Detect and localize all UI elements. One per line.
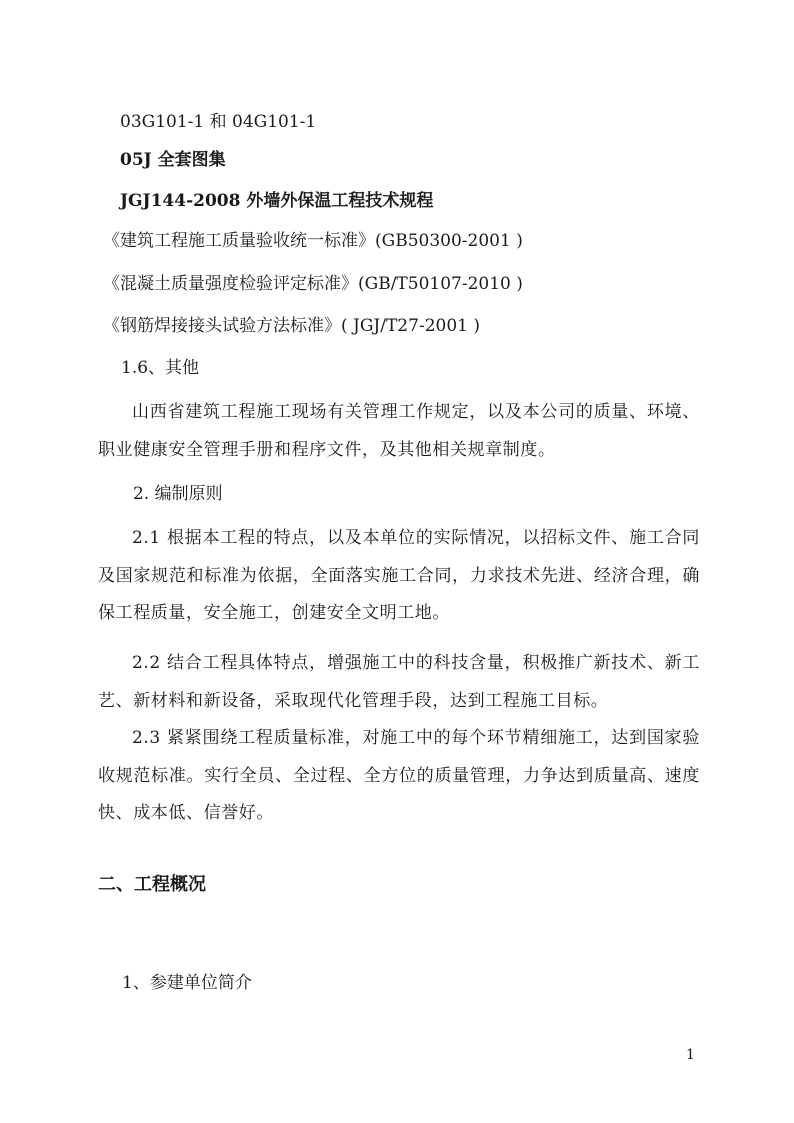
standard-line-2: 05J 全套图集 bbox=[120, 150, 226, 170]
section-1-6-heading: 1.6、其他 bbox=[121, 358, 200, 378]
section-2-2-paragraph: 2.2 结合工程具体特点，增强施工中的科技含量，积极推广新技术、新工艺、新材料和新设备，采取现代化管理手段，达到工程施工目标。 bbox=[98, 653, 700, 711]
chapter-2-sub-heading: 1、参建单位简介 bbox=[122, 973, 252, 993]
section-2-heading: 2. 编制原则 bbox=[133, 484, 223, 504]
standard-line-3: JGJ144-2008 外墙外保温工程技术规程 bbox=[120, 191, 434, 211]
standard-line-5: 《混凝土质量强度检验评定标准》(GB/T50107-2010 ) bbox=[103, 274, 523, 294]
section-2-1-paragraph: 2.1 根据本工程的特点，以及本单位的实际情况，以招标文件、施工合同及国家规范和标准为依据，全面落实施工合同，力求技术先进、经济合理，确保工程质量，安全施工，创建安全文明工地。 bbox=[98, 528, 700, 623]
standard-line-1: 03G101-1 和 04G101-1 bbox=[120, 112, 317, 132]
standard-line-6: 《钢筋焊接接头试验方法标准》( JGJ/T27-2001 ) bbox=[103, 316, 480, 336]
page-number: 1 bbox=[686, 1047, 695, 1063]
chapter-2-heading: 二、工程概况 bbox=[98, 874, 206, 895]
standard-line-4: 《建筑工程施工质量验收统一标准》(GB50300-2001 ) bbox=[103, 231, 523, 251]
section-2-3-paragraph: 2.3 紧紧围绕工程质量标准，对施工中的每个环节精细施工，达到国家验收规范标准。实行全员、全过程、全方位的质量管理，力争达到质量高、速度快、成本低、信誉好。 bbox=[98, 728, 700, 823]
section-1-6-paragraph: 山西省建筑工程施工现场有关管理工作规定，以及本公司的质量、环境、职业健康安全管理手册和程序文件，及其他相关规章制度。 bbox=[98, 402, 700, 460]
